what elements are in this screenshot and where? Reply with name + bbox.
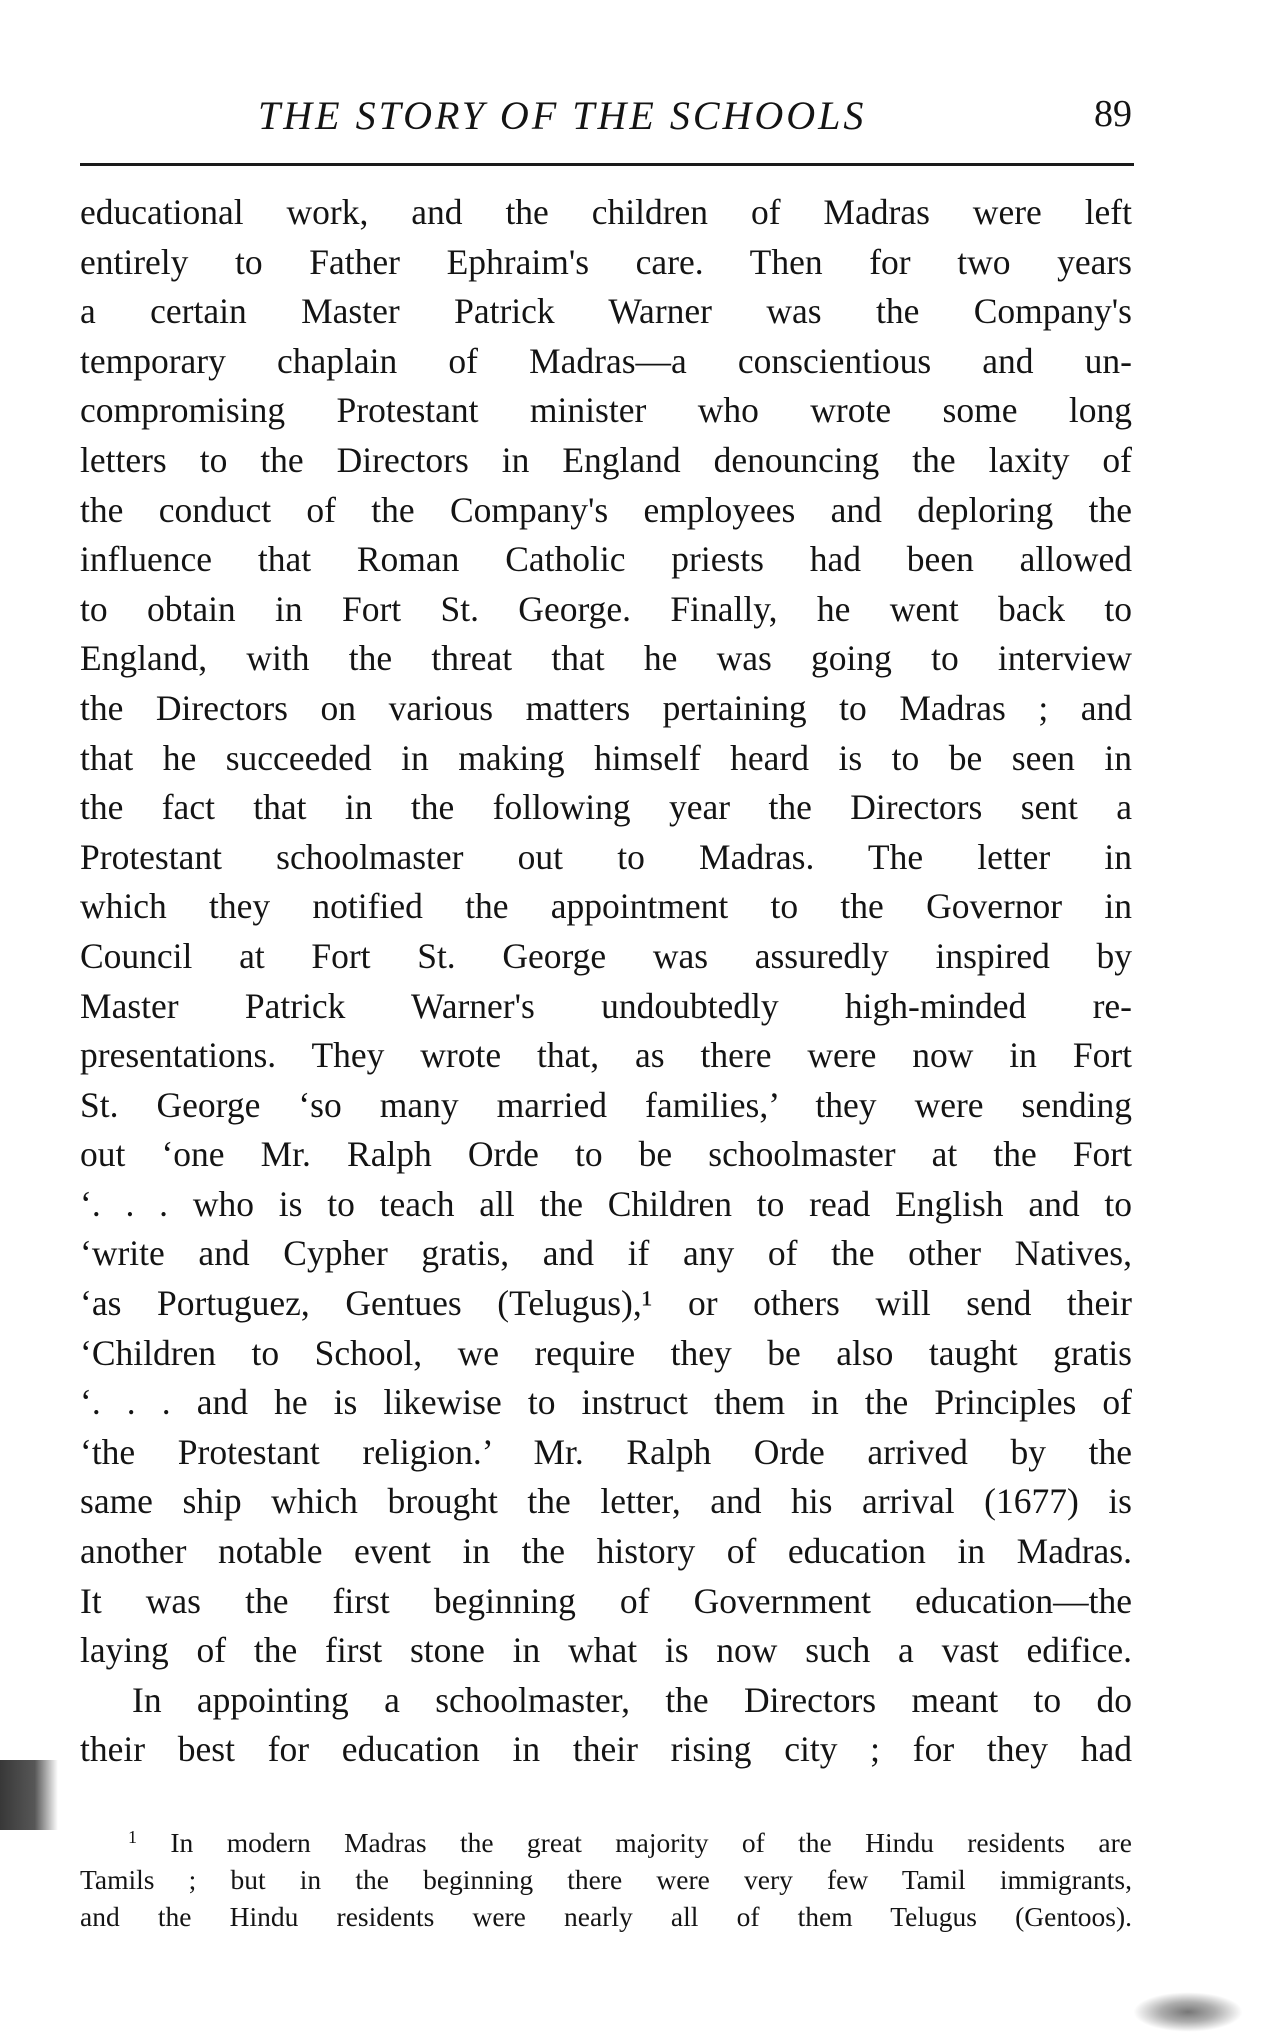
footnote xyxy=(80,1824,1132,1935)
text-line: a certain Master Patrick Warner was the Company's xyxy=(80,291,1132,332)
text-line: the Directors on various matters pertaining to Madras ; and xyxy=(80,687,1132,728)
text-line: letters to the Directors in England denouncing the laxity of xyxy=(80,439,1132,480)
text-line: ‘as Portuguez, Gentues (Telugus),¹ or others will send their xyxy=(80,1283,1132,1324)
footnote-marker: 1 xyxy=(128,1827,137,1847)
footnote-line: Tamils ; but in the beginning there were very few Tamil immigrants, xyxy=(80,1864,1132,1895)
page-header xyxy=(80,92,1132,148)
text-line: the conduct of the Company's employees and deploring the xyxy=(80,489,1132,530)
text-line: their best for education in their rising city ; for they had xyxy=(80,1729,1132,1770)
footnote-line xyxy=(80,1824,1132,1861)
text-line: temporary chaplain of Madras—a conscientious and un- xyxy=(80,340,1132,381)
body-text xyxy=(80,188,1132,1775)
footnote-text: In modern Madras the great majority of the Hindu residents are xyxy=(170,1827,1132,1858)
text-line: ‘. . . and he is likewise to instruct them in the Principles of xyxy=(80,1382,1132,1423)
text-line: to obtain in Fort St. George. Finally, he went back to xyxy=(80,588,1132,629)
running-title: THE STORY OF THE SCHOOLS xyxy=(258,93,867,138)
text-line: another notable event in the history of education in Madras. xyxy=(80,1531,1132,1572)
text-line: It was the first beginning of Government education—the xyxy=(80,1580,1132,1621)
text-line: Protestant schoolmaster out to Madras. The letter in xyxy=(80,836,1132,877)
text-line: presentations. They wrote that, as there were now in Fort xyxy=(80,1035,1132,1076)
header-rule xyxy=(80,163,1134,166)
scan-artifact xyxy=(1133,1992,1243,2032)
text-line: out ‘one Mr. Ralph Orde to be schoolmaster at the Fort xyxy=(80,1134,1132,1175)
text-line: Council at Fort St. George was assuredly inspired by xyxy=(80,935,1132,976)
text-line: St. George ‘so many married families,’ they were sending xyxy=(80,1084,1132,1125)
text-line: which they notified the appointment to the Governor in xyxy=(80,886,1132,927)
text-line: ‘write and Cypher gratis, and if any of the other Natives, xyxy=(80,1233,1132,1274)
text-line: the fact that in the following year the Directors sent a xyxy=(80,787,1132,828)
footnote-line: and the Hindu residents were nearly all of them Telugus (Gentoos). xyxy=(80,1901,1132,1932)
text-line: England, with the threat that he was going to interview xyxy=(80,638,1132,679)
text-line: ‘the Protestant religion.’ Mr. Ralph Orde arrived by the xyxy=(80,1431,1132,1472)
text-line: Master Patrick Warner's undoubtedly high-minded re- xyxy=(80,985,1132,1026)
text-line: same ship which brought the letter, and his arrival (1677) is xyxy=(80,1481,1132,1522)
page-number: 89 xyxy=(1094,93,1132,135)
text-line: ‘Children to School, we require they be also taught gratis xyxy=(80,1332,1132,1373)
text-line: compromising Protestant minister who wrote some long xyxy=(80,390,1132,431)
text-line: In appointing a schoolmaster, the Directors meant to do xyxy=(132,1679,1132,1720)
text-line: laying of the first stone in what is now such a vast edifice. xyxy=(80,1630,1132,1671)
text-line: ‘. . . who is to teach all the Children to read English and to xyxy=(80,1183,1132,1224)
scan-artifact xyxy=(0,1760,58,1830)
text-line: influence that Roman Catholic priests had been allowed xyxy=(80,539,1132,580)
text-line: that he succeeded in making himself heard is to be seen in xyxy=(80,737,1132,778)
text-line: entirely to Father Ephraim's care. Then for two years xyxy=(80,241,1132,282)
text-line: educational work, and the children of Madras were left xyxy=(80,192,1132,232)
